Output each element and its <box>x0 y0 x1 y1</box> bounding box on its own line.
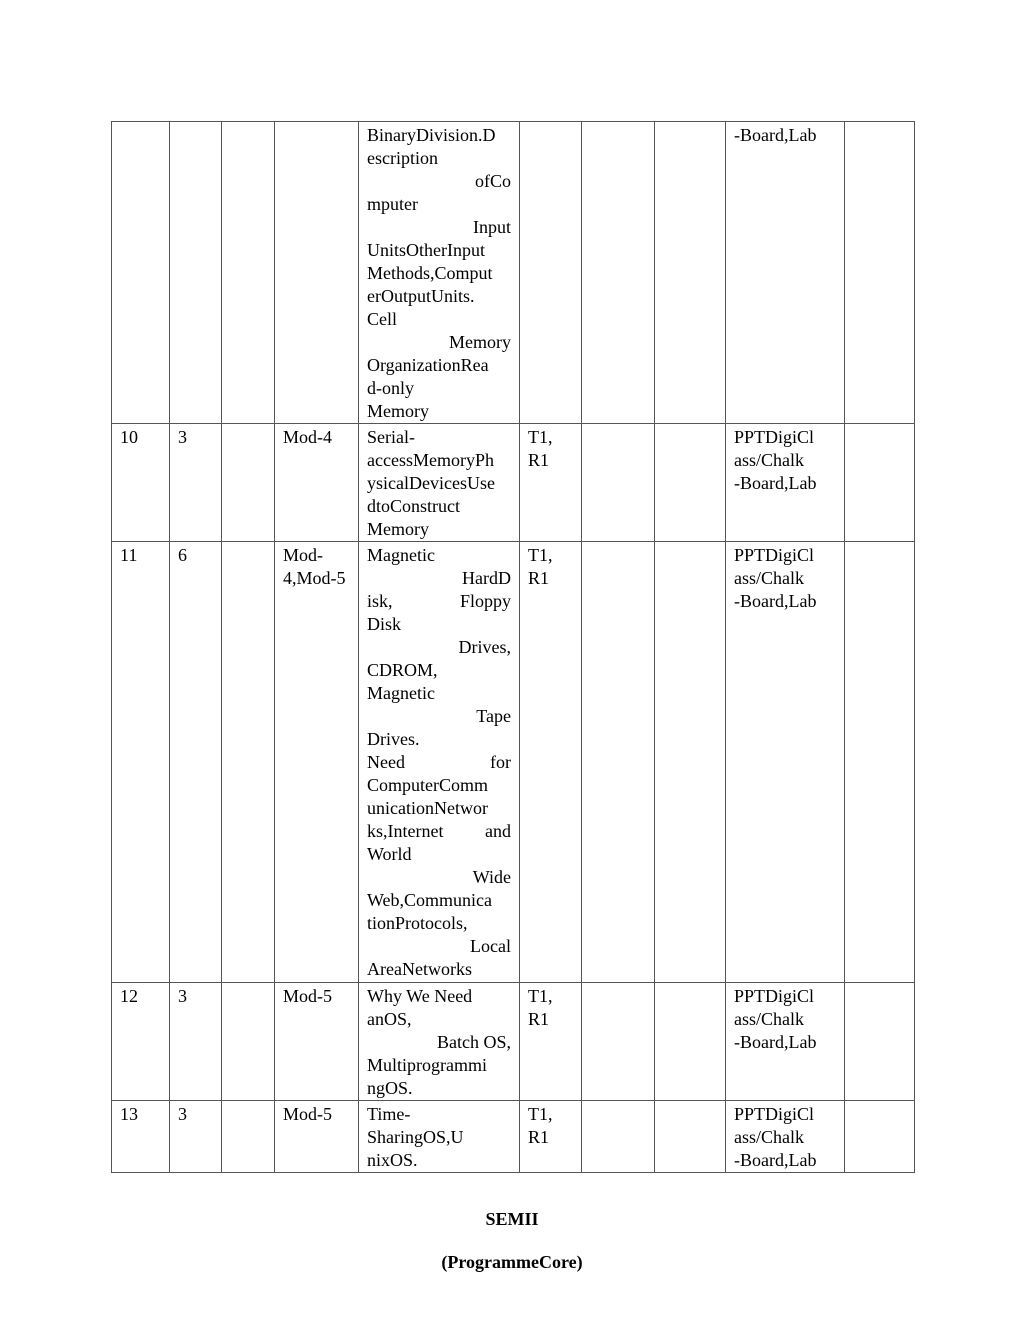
reference-cell: T1, R1 <box>520 424 582 542</box>
lecture-number-cell <box>112 122 170 424</box>
semester-heading: SEMII <box>485 1209 539 1229</box>
reference-cell <box>520 122 582 424</box>
topic-cell: Time- SharingOS,U nixOS. <box>359 1101 520 1173</box>
blank-cell <box>655 424 726 542</box>
hours-cell: 3 <box>170 1101 222 1173</box>
hours-cell: 3 <box>170 983 222 1101</box>
teaching-method-cell: PPTDigiCl ass/Chalk -Board,Lab <box>726 542 845 983</box>
blank-cell <box>655 122 726 424</box>
blank-cell <box>222 542 275 983</box>
hours-cell: 3 <box>170 424 222 542</box>
blank-cell <box>582 424 655 542</box>
reference-cell: T1, R1 <box>520 542 582 983</box>
teaching-method-cell: PPTDigiCl ass/Chalk -Board,Lab <box>726 424 845 542</box>
lecture-number-cell: 12 <box>112 983 170 1101</box>
table-row <box>112 983 915 1101</box>
topic-cell: Magnetic HardD isk, Floppy Disk Drives, CDROM, Magnetic Tape Drives. Need for ComputerComm unicationNetwor ks,Internet and World Wide Web,Communica tionProtocols, Local AreaNetworks <box>359 542 520 983</box>
lecture-number-cell: 13 <box>112 1101 170 1173</box>
teaching-method-cell: PPTDigiCl ass/Chalk -Board,Lab <box>726 983 845 1101</box>
module-cell: Mod-4 <box>275 424 359 542</box>
module-cell: Mod-4,Mod-5 <box>275 542 359 983</box>
blank-cell <box>222 122 275 424</box>
blank-cell <box>222 983 275 1101</box>
blank-cell <box>845 1101 915 1173</box>
blank-cell <box>845 424 915 542</box>
table-row <box>112 1101 915 1173</box>
blank-cell <box>222 1101 275 1173</box>
blank-cell <box>582 1101 655 1173</box>
lesson-plan-table <box>111 121 915 1173</box>
blank-cell <box>845 542 915 983</box>
reference-cell: T1, R1 <box>520 983 582 1101</box>
topic-cell: Why We Need anOS, Batch OS, Multiprogrammi ngOS. <box>359 983 520 1101</box>
programme-heading: (ProgrammeCore) <box>441 1252 583 1272</box>
blank-cell <box>582 542 655 983</box>
module-cell: Mod-5 <box>275 983 359 1101</box>
topic-cell: Serial- accessMemoryPh ysicalDevicesUse dtoConstruct Memory <box>359 424 520 542</box>
blank-cell <box>655 1101 726 1173</box>
hours-cell <box>170 122 222 424</box>
blank-cell <box>222 424 275 542</box>
blank-cell <box>845 122 915 424</box>
table-row <box>112 542 915 983</box>
table-row <box>112 122 915 424</box>
table-row <box>112 424 915 542</box>
blank-cell <box>655 983 726 1101</box>
blank-cell <box>845 983 915 1101</box>
module-cell: Mod-5 <box>275 1101 359 1173</box>
teaching-method-cell: -Board,Lab <box>726 122 845 424</box>
topic-cell: BinaryDivision.D escription ofCo mputer Input UnitsOtherInput Methods,Comput erOutputUnits. Cell Memory OrganizationRea d-only Memory <box>359 122 520 424</box>
hours-cell: 6 <box>170 542 222 983</box>
blank-cell <box>655 542 726 983</box>
lecture-number-cell: 10 <box>112 424 170 542</box>
module-cell <box>275 122 359 424</box>
lecture-number-cell: 11 <box>112 542 170 983</box>
reference-cell: T1, R1 <box>520 1101 582 1173</box>
teaching-method-cell: PPTDigiCl ass/Chalk -Board,Lab <box>726 1101 845 1173</box>
blank-cell <box>582 122 655 424</box>
blank-cell <box>582 983 655 1101</box>
